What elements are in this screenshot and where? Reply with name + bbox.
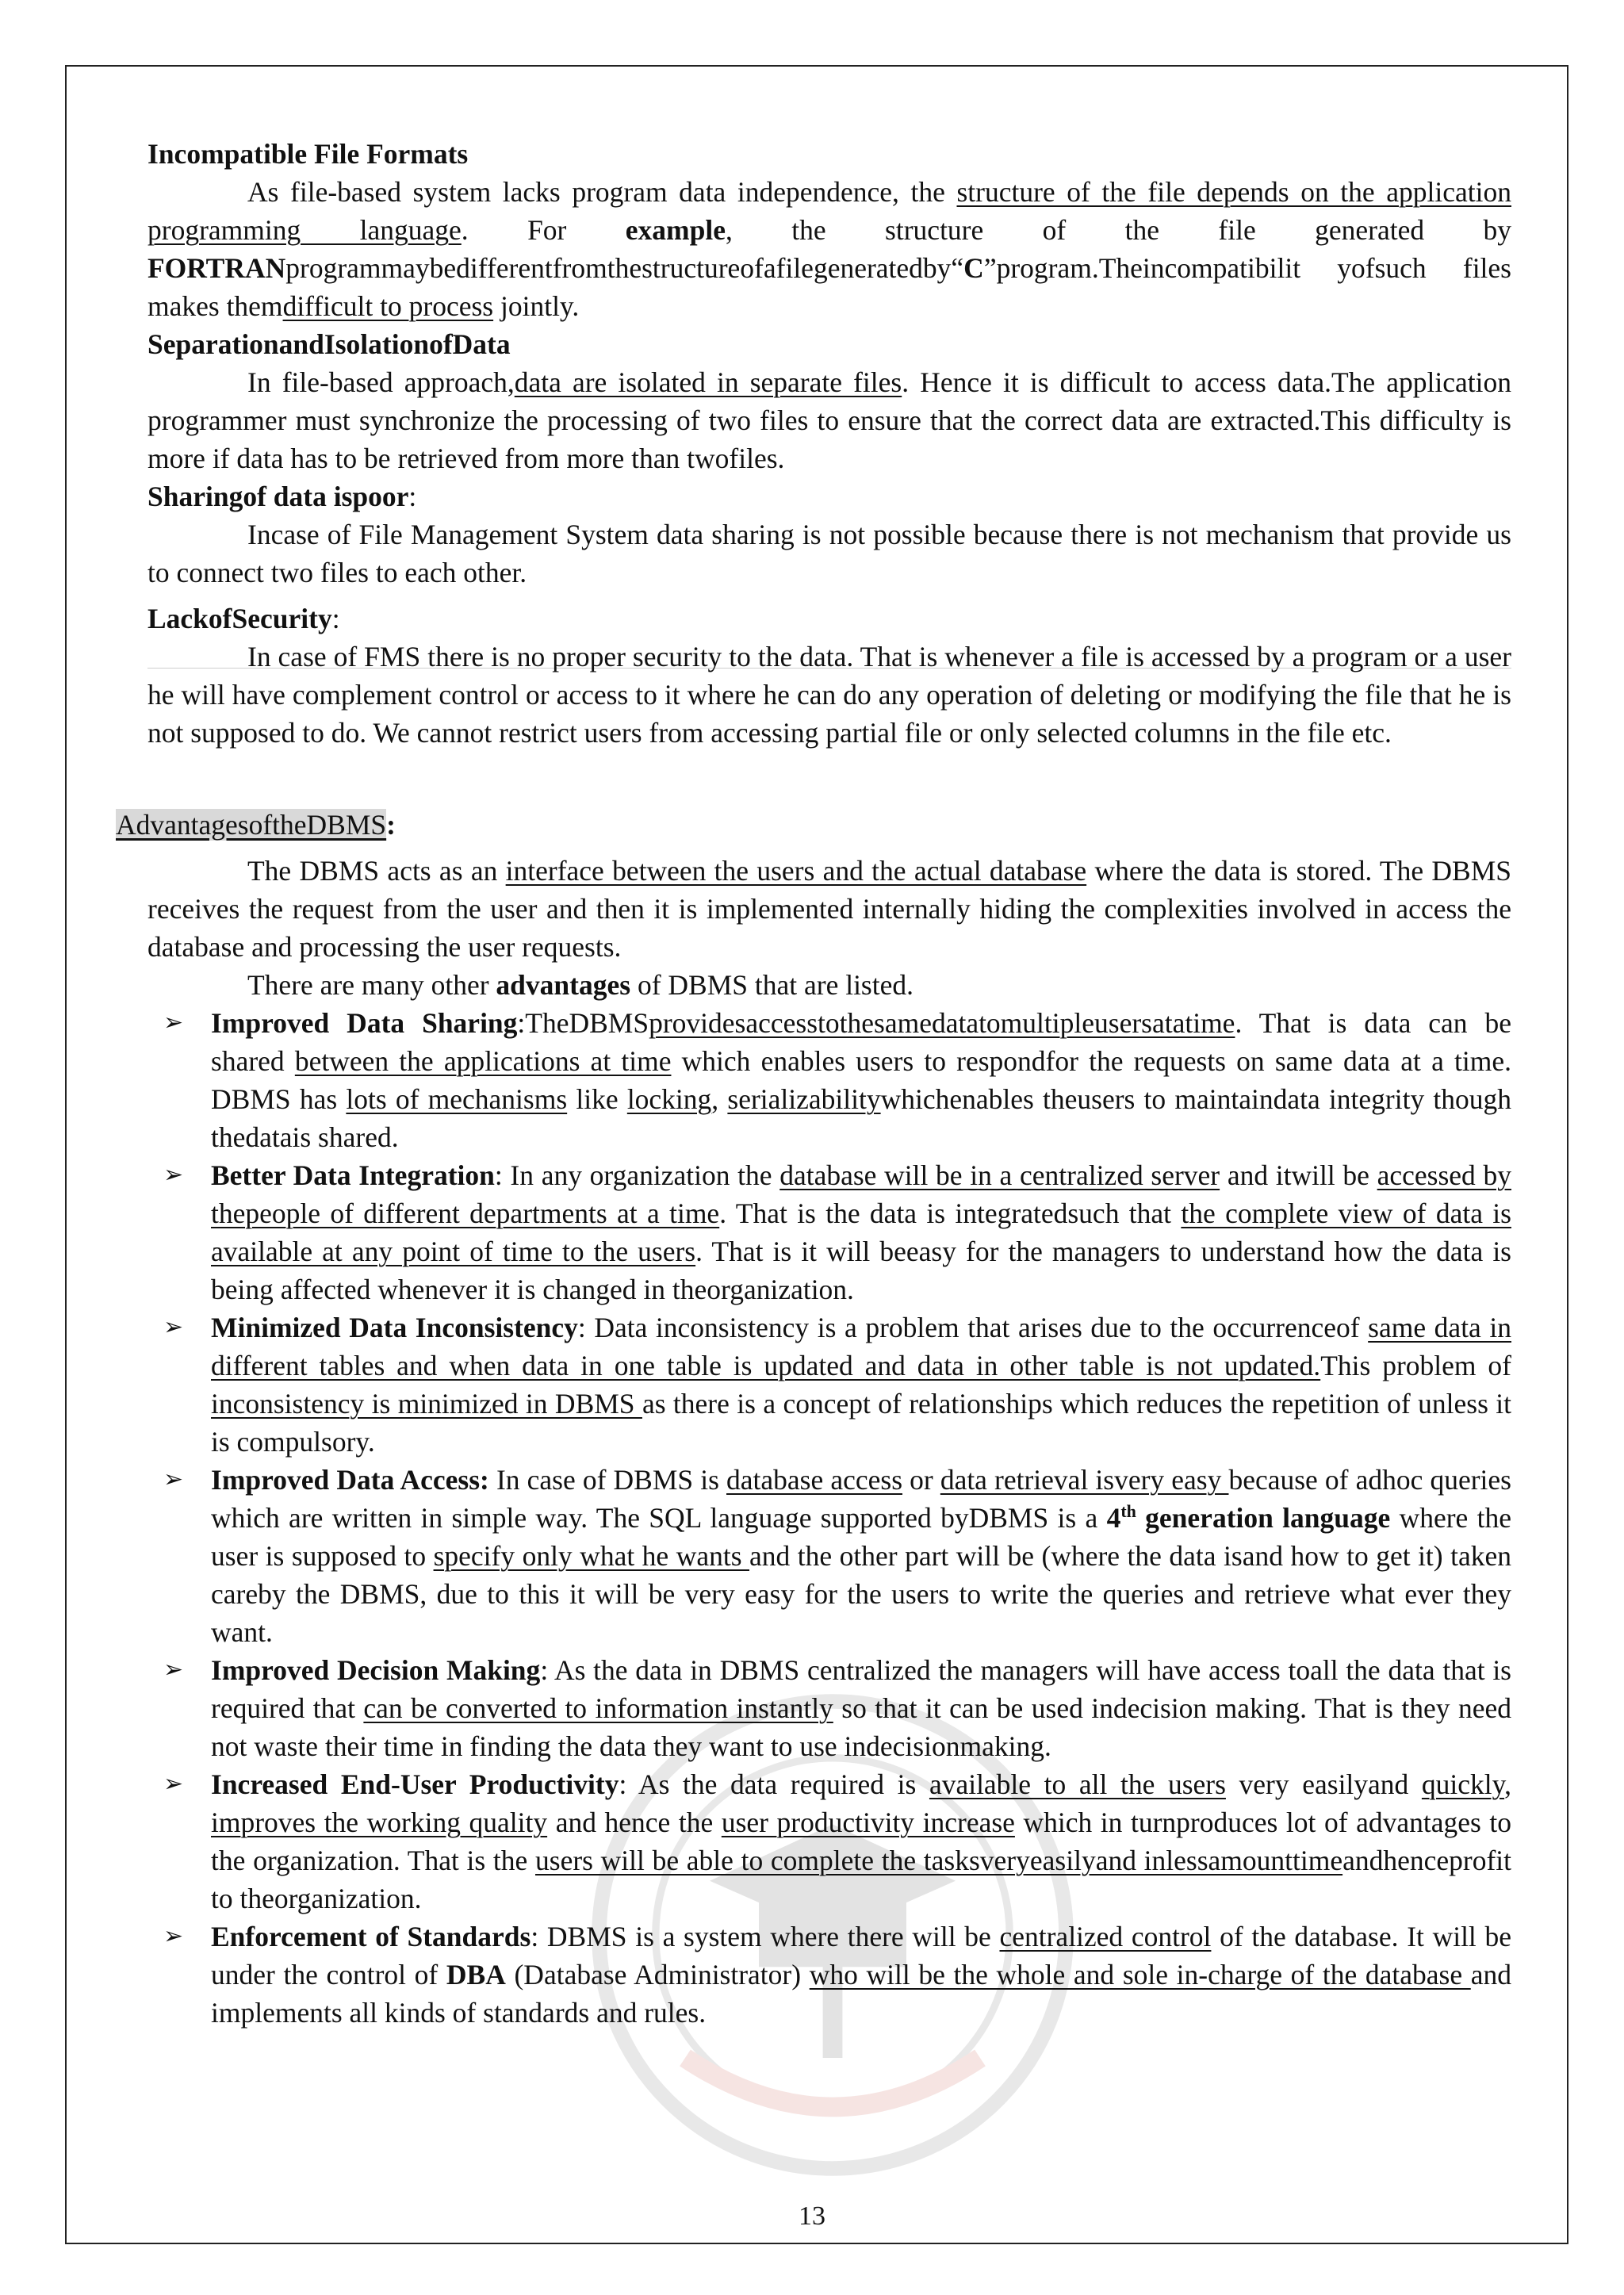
paragraph-advantages-listed: There are many other advantages of DBMS that are listed.	[247, 969, 914, 1001]
paragraph-advantages-intro: The DBMS acts as an interface between the users and the actual database where the data is stored. The DBMS receives the request from the user and then it is implemented internally hiding the complexities involved in access the database and processing the user requests.	[147, 855, 1512, 963]
paragraph-incompatible-file-formats: As file-based system lacks program data independence, the structure of the file depends on the application programming language. For example, the structure of the file generated by FORTRANprogrammaybedifferentfromthestructureofafilegeneratedby“C”program.Theincompatibilit yofsuch files makes themdifficult to process jointly.	[147, 176, 1511, 322]
heading-advantages-of-dbms: AdvantagesoftheDBMS:	[116, 809, 396, 841]
page-number: 13	[799, 2201, 825, 2231]
arrow-bullet-icon: ➢	[163, 1656, 184, 1684]
heading-sharing-data: Sharingof data ispoor:	[147, 481, 417, 512]
arrow-bullet-icon: ➢	[163, 1161, 184, 1189]
arrow-bullet-icon: ➢	[163, 1770, 184, 1798]
list-item-minimized-data-inconsistency: ➢ Minimized Data Inconsistency: Data inconsistency is a problem that arises due to the occurrenceof same data in different tables and when data in one table is updated and data in other table is not updated.This problem of inconsistency is minimized in DBMS as there is a concept of relationships which reduces the repetition of unless it is compulsory.	[147, 1308, 1511, 1461]
arrow-bullet-icon: ➢	[163, 1466, 184, 1493]
advantages-list	[147, 1004, 1511, 2032]
arrow-bullet-icon: ➢	[163, 1922, 184, 1950]
heading-lack-of-security: LackofSecurity:	[147, 603, 340, 634]
list-item-improved-data-sharing: ➢ Improved Data Sharing:TheDBMSprovidesaccesstothesamedatatomultipleusersatatime. That is data can be shared between the applications at time which enables users to respondfor the requests on same data at a time. DBMS has lots of mechanisms like locking, serializabilitywhichenables theusers to maintaindata integrity though thedatais shared.	[147, 1004, 1511, 1156]
list-item-increased-productivity: ➢ Increased End-User Productivity: As the data required is available to all the users very easilyand quickly, improves the working quality and hence the user productivity increase which in turnproduces lot of advantages to the organization. That is the users will be able to complete the tasksveryeasilyand inlessamounttimeandhenceprofit to theorganization.	[147, 1765, 1511, 1918]
list-item-improved-data-access: ➢ Improved Data Access: In case of DBMS is database access or data retrieval isvery easy because of adhoc queries which are written in simple way. The SQL language supported byDBMS is a 4th generation language where the user is supposed to specify only what he wants and the other part will be (where the data isand how to get it) taken careby the DBMS, due to this it will be very easy for the users to write the queries and retrieve what ever they want.	[147, 1461, 1511, 1651]
heading-separation-isolation: SeparationandIsolationofData	[147, 328, 511, 360]
arrow-bullet-icon: ➢	[163, 1313, 184, 1341]
document-body	[116, 135, 1512, 2032]
list-item-enforcement-of-standards: ➢ Enforcement of Standards: DBMS is a system where there will be centralized control of the database. It will be under the control of DBA (Database Administrator) who will be the whole and sole in-charge of the database and implements all kinds of standards and rules.	[147, 1918, 1511, 2032]
paragraph-separation-isolation: In file-based approach,data are isolated in separate files. Hence it is difficult to access data.The application programmer must synchronize the processing of two files to ensure that the correct data are extracted.This difficulty is more if data has to be retrieved from more than twofiles.	[147, 366, 1511, 474]
list-item-improved-decision-making: ➢ Improved Decision Making: As the data in DBMS centralized the managers will have access toall the data that is required that can be converted to information instantly so that it can be used indecision making. That is they need not waste their time in finding the data they want to use indecisionmaking.	[147, 1651, 1511, 1765]
list-item-better-data-integration: ➢ Better Data Integration: In any organization the database will be in a centralized server and itwill be accessed by thepeople of different departments at a time. That is the data is integratedsuch that the complete view of data is available at any point of time to the users. That is it will beeasy for the managers to understand how the data is being affected whenever it is changed in theorganization.	[147, 1156, 1511, 1308]
paragraph-lack-of-security: In case of FMS there is no proper security to the data. That is whenever a file is accessed by a program or a user he will have complement control or access to it where he can do any operation of deleting or modifying the file that he is not supposed to do. We cannot restrict users from accessing partial file or only selected columns in the file etc.	[147, 641, 1511, 749]
paragraph-sharing-data: Incase of File Management System data sharing is not possible because there is not mechanism that provide us to connect two files to each other.	[147, 519, 1511, 588]
arrow-bullet-icon: ➢	[163, 1009, 184, 1036]
heading-incompatible-file-formats: Incompatible File Formats	[147, 138, 469, 170]
